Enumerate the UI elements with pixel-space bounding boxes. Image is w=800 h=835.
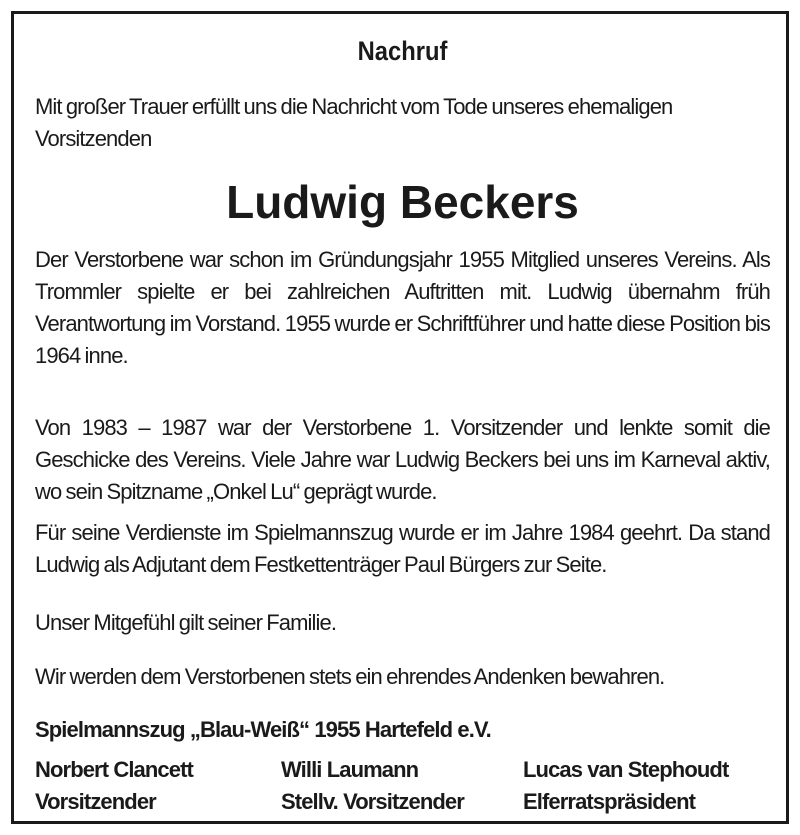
- paragraph-remembrance: Wir werden dem Verstorbenen stets ein ehrendes Andenken bewahren.: [35, 664, 665, 689]
- signatory-1: [35, 754, 193, 818]
- paragraph-honors: Für seine Verdienste im Spielmannszug wurde er im Jahre 1984 geehrt. Da stand Ludwig als Adjutant dem Festkettenträger Paul Bürgers zur Seite.: [35, 520, 770, 577]
- deceased-name: Ludwig Beckers: [226, 176, 579, 228]
- signatory-name: Willi Laumann: [281, 757, 419, 782]
- signatory-name: Lucas van Stephoudt: [523, 757, 729, 782]
- intro-text: Mit großer Trauer erfüllt uns die Nachricht vom Tode unseres ehemaligen Vorsitzenden: [35, 94, 673, 151]
- paragraph-chairman: Von 1983 – 1987 war der Verstorbene 1. Vorsitzender und lenkte somit die Geschicke des Vereins. Viele Jahre war Ludwig Beckers bei uns im Karneval aktiv, wo sein Spitzname „Onkel Lu“ geprägt wurde.: [35, 415, 770, 504]
- notice-title: Nachruf: [357, 36, 448, 66]
- club-name: Spielmannszug „Blau-Weiß“ 1955 Hartefeld e.V.: [35, 717, 491, 742]
- notice-frame: [11, 11, 789, 824]
- signatory-role: Vorsitzender: [35, 789, 156, 814]
- signatory-role: Elferratspräsident: [523, 789, 696, 814]
- signatory-role: Stellv. Vorsitzender: [281, 789, 464, 814]
- paragraph-membership: Der Verstorbene war schon im Gründungsjahr 1955 Mitglied unseres Vereins. Als Trommler spielte er bei zahlreichen Auftritten mit. Ludwig übernahm früh Verantwortung im Vorstand. 1955 wurde er Schriftführer und hatte diese Position bis 1964 inne.: [35, 247, 770, 368]
- signatory-name: Norbert Clancett: [35, 757, 193, 782]
- paragraph-condolence: Unser Mitgefühl gilt seiner Familie.: [35, 610, 337, 635]
- signatory-3: [523, 754, 728, 818]
- signatory-2: [281, 754, 464, 818]
